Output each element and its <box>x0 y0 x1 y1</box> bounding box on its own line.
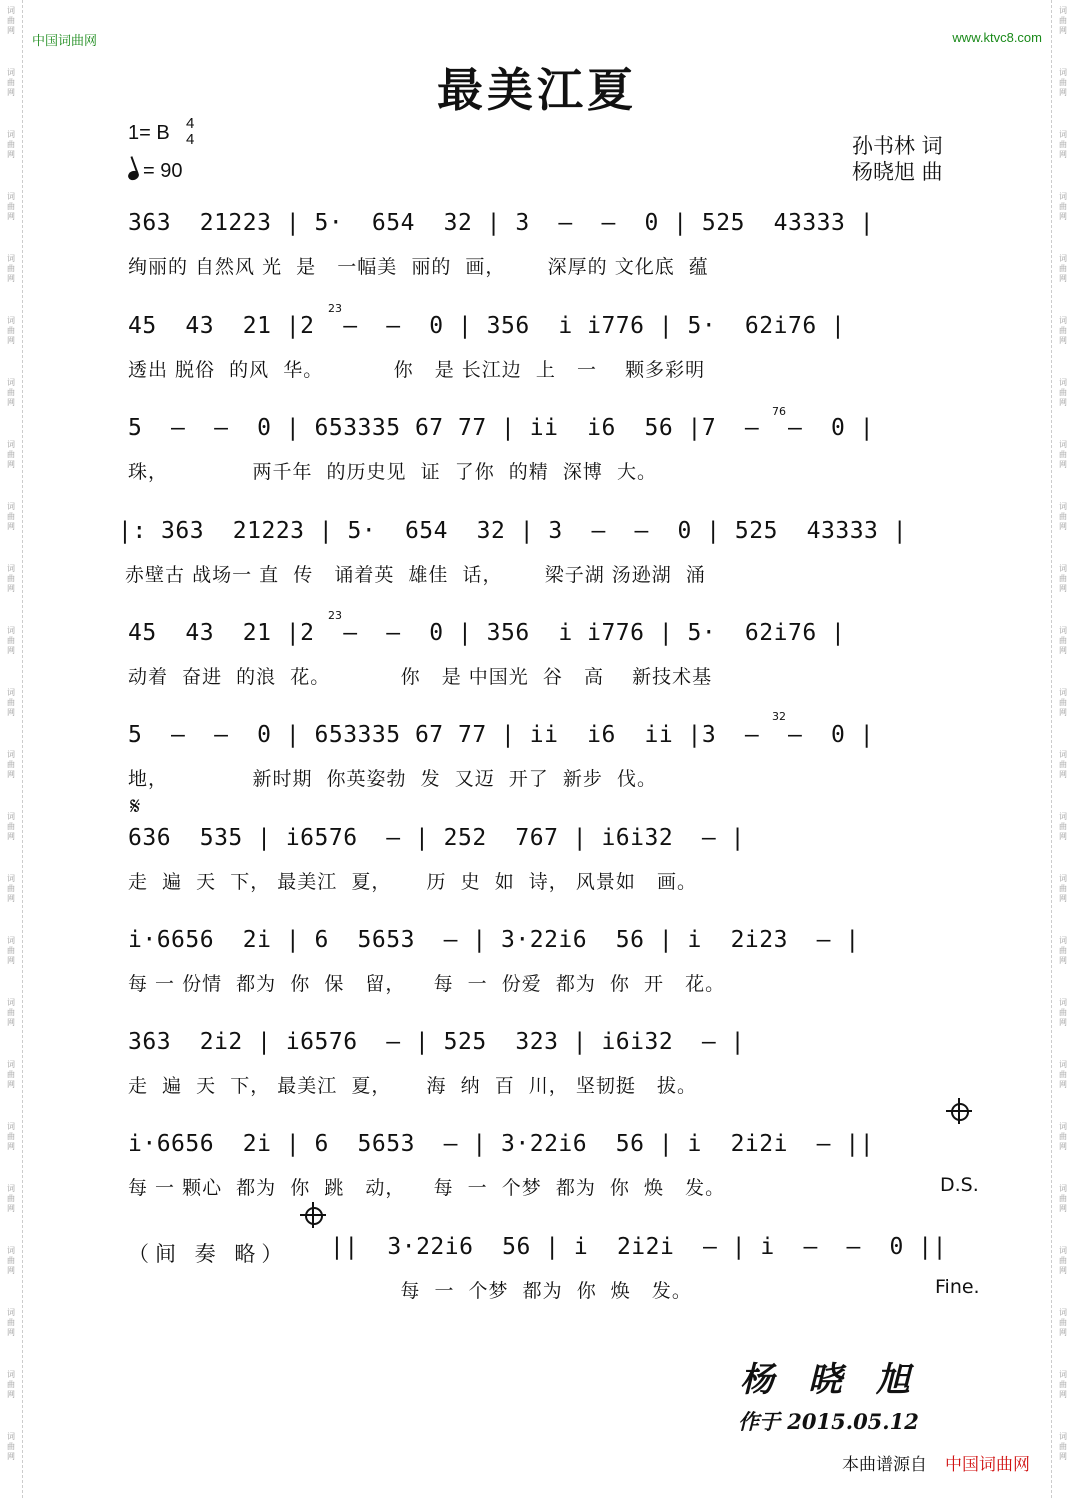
tempo-value: = 90 <box>143 160 183 182</box>
interlude-note: （间 奏 略） <box>128 1242 289 1266</box>
watermark-text: 词 曲 网 <box>7 1122 15 1151</box>
watermark-text: 词 曲 网 <box>7 502 15 531</box>
watermark-text: 词 曲 网 <box>7 440 15 469</box>
grace-note-mark: 76 <box>772 405 786 418</box>
source-brand-link[interactable]: 中国词曲网 <box>945 1455 1030 1475</box>
composer-credit: 杨晓旭 曲 <box>852 160 943 184</box>
watermark-text: 词 曲 网 <box>1059 316 1067 345</box>
watermark-text: 词 曲 网 <box>7 1184 15 1213</box>
lyrics-line: 每 一 份情 都为 你 保 留， 每 一 份爱 都为 你 开 花。 <box>128 973 726 995</box>
watermark-text: 词 曲 网 <box>7 254 15 283</box>
watermark-text: 词 曲 网 <box>7 874 15 903</box>
left-watermark-strip <box>0 0 23 1498</box>
segno-icon: 𝄋 <box>130 792 141 820</box>
watermark-text: 词 曲 网 <box>1059 6 1067 35</box>
time-signature-top: 4 <box>186 115 195 132</box>
watermark-text: 词 曲 网 <box>1059 750 1067 779</box>
notation-line: 363 2i2 | i6576 — | 525 323 | i6i32 — | <box>128 1029 745 1055</box>
lyrics-line: 绚丽的 自然风 光 是 一幅美 丽的 画， 深厚的 文化底 蕴 <box>128 256 709 278</box>
notation-line: 45 43 21 |2 — — 0 | 356 i i776 | 5· 62i76 | <box>128 620 846 646</box>
watermark-text: 词 曲 网 <box>7 1432 15 1461</box>
watermark-text: 词 曲 网 <box>1059 1308 1067 1337</box>
watermark-text: 词 曲 网 <box>1059 1432 1067 1461</box>
watermark-text: 词 曲 网 <box>7 192 15 221</box>
lyrics-line: 赤壁古 战场一 直 传 诵着英 雄佳 话， 梁子湖 汤逊湖 涌 <box>118 564 706 586</box>
watermark-text: 词 曲 网 <box>7 130 15 159</box>
lyrics-line: 走 遍 天 下， 最美江 夏， 历 史 如 诗， 风景如 画。 <box>128 871 697 893</box>
lyrics-line: 每 一 颗心 都为 你 跳 动， 每 一 个梦 都为 你 焕 发。 <box>128 1177 726 1199</box>
notation-line: 5 — — 0 | 653335 67 77 | ii i6 ii |3 — — 0 | <box>128 722 875 748</box>
watermark-text: 词 曲 网 <box>1059 1370 1067 1399</box>
fine-marking: Fine. <box>935 1276 980 1298</box>
watermark-text: 词 曲 网 <box>7 1308 15 1337</box>
watermark-text: 词 曲 网 <box>7 812 15 841</box>
watermark-text: 词 曲 网 <box>7 1246 15 1275</box>
notation-line: i·6656 2i | 6 5653 — | 3·22i6 56 | i 2i2i — || <box>128 1131 875 1157</box>
site-url-right[interactable]: www.ktvc8.com <box>952 30 1042 45</box>
notation-line: 5 — — 0 | 653335 67 77 | ii i6 56 |7 — — 0 | <box>128 415 875 441</box>
notation-line: 636 535 | i6576 — | 252 767 | i6i32 — | <box>128 825 745 851</box>
watermark-text: 词 曲 网 <box>1059 626 1067 655</box>
right-watermark-strip <box>1051 0 1074 1498</box>
watermark-text: 词 曲 网 <box>1059 564 1067 593</box>
watermark-text: 词 曲 网 <box>7 316 15 345</box>
lyrics-line: 透出 脱俗 的风 华。 你 是 长江边 上 一 颗多彩明 <box>128 359 706 381</box>
watermark-text: 词 曲 网 <box>7 6 15 35</box>
tempo-marking <box>128 160 182 183</box>
watermark-text: 词 曲 网 <box>7 750 15 779</box>
notation-line: i·6656 2i | 6 5653 — | 3·22i6 56 | i 2i23 — | <box>128 927 860 953</box>
watermark-text: 词 曲 网 <box>7 378 15 407</box>
watermark-text: 词 曲 网 <box>1059 440 1067 469</box>
time-signature <box>186 116 194 148</box>
watermark-text: 词 曲 网 <box>1059 812 1067 841</box>
song-title: 最美江夏 <box>437 63 637 117</box>
coda-icon <box>948 1100 970 1122</box>
watermark-text: 词 曲 网 <box>1059 936 1067 965</box>
watermark-text: 词 曲 网 <box>1059 1122 1067 1151</box>
watermark-text: 词 曲 网 <box>7 688 15 717</box>
watermark-text: 词 曲 网 <box>7 68 15 97</box>
notation-line: || 3·22i6 56 | i 2i2i — | i — — 0 || <box>330 1234 947 1260</box>
source-label: 本曲谱源自 <box>842 1455 927 1475</box>
key-signature: 1= B <box>128 122 170 144</box>
notation-line: 363 21223 | 5· 654 32 | 3 — — 0 | 525 43333 | <box>128 210 875 236</box>
composer-signature: 杨晓旭 <box>740 1360 944 1400</box>
source-footer <box>842 1450 1030 1475</box>
watermark-text: 词 曲 网 <box>1059 1060 1067 1089</box>
watermark-text: 词 曲 网 <box>1059 874 1067 903</box>
watermark-text: 词 曲 网 <box>1059 192 1067 221</box>
lyrics-line: 走 遍 天 下， 最美江 夏， 海 纳 百 川， 坚韧挺 拔。 <box>128 1075 697 1097</box>
watermark-text: 词 曲 网 <box>7 1370 15 1399</box>
watermark-text: 词 曲 网 <box>1059 254 1067 283</box>
lyricist-credit: 孙书林 词 <box>852 134 943 158</box>
notation-line: 45 43 21 |2 — — 0 | 356 i i776 | 5· 62i76 | <box>128 313 846 339</box>
ds-marking: D.S. <box>940 1174 979 1196</box>
grace-note-mark: 32 <box>772 710 786 723</box>
site-name-left[interactable]: 中国词曲网 <box>32 34 98 49</box>
watermark-text: 词 曲 网 <box>1059 1184 1067 1213</box>
grace-note-mark: 23 <box>328 609 342 622</box>
watermark-text: 词 曲 网 <box>7 998 15 1027</box>
watermark-text: 词 曲 网 <box>7 1060 15 1089</box>
lyrics-line: 地， 新时期 你英姿勃 发 又迈 开了 新步 伐。 <box>128 768 657 790</box>
lyrics-line: 动着 奋进 的浪 花。 你 是 中国光 谷 高 新技术基 <box>128 666 713 688</box>
watermark-text: 词 曲 网 <box>1059 68 1067 97</box>
watermark-text: 词 曲 网 <box>7 936 15 965</box>
notation-line: |: 363 21223 | 5· 654 32 | 3 — — 0 | 525 43333 | <box>118 518 908 544</box>
lyrics-line: 每 一 个梦 都为 你 焕 发。 <box>330 1280 692 1302</box>
grace-note-mark: 23 <box>328 302 342 315</box>
lyrics-line: 珠， 两千年 的历史见 证 了你 的精 深博 大。 <box>128 461 657 483</box>
watermark-text: 词 曲 网 <box>1059 688 1067 717</box>
watermark-text: 词 曲 网 <box>1059 1246 1067 1275</box>
watermark-text: 词 曲 网 <box>1059 998 1067 1027</box>
quarter-note-icon <box>127 169 140 181</box>
watermark-text: 词 曲 网 <box>1059 378 1067 407</box>
coda-icon <box>302 1204 324 1226</box>
watermark-text: 词 曲 网 <box>1059 502 1067 531</box>
time-signature-bottom: 4 <box>186 131 195 148</box>
watermark-text: 词 曲 网 <box>1059 130 1067 159</box>
watermark-text: 词 曲 网 <box>7 564 15 593</box>
composition-date: 作于 2015.05.12 <box>738 1409 919 1434</box>
watermark-text: 词 曲 网 <box>7 626 15 655</box>
